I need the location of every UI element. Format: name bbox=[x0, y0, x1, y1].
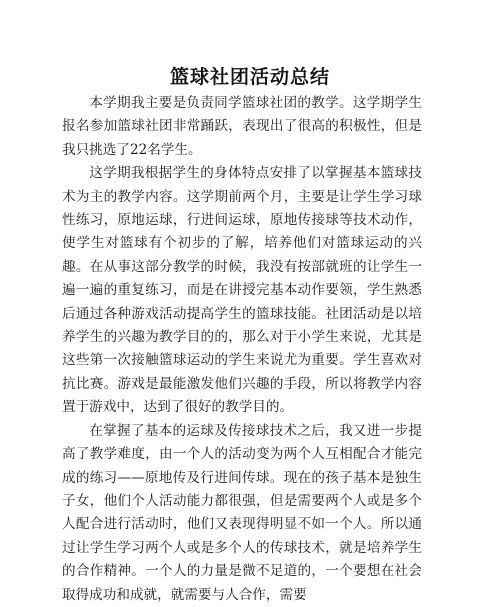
paragraph-2: 这学期我根据学生的身体特点安排了以掌握基本篮球技术为主的教学内容。这学期前两个月，主要是让学生学习球性练习，原地运球，行进间运球，原地传接球等技术动作，使学生对篮球有个初步的了解，培养他们对篮球运动的兴趣。在从事这部分教学的时候，我没有按部就班的让学生一遍一遍的重复练习，而是在讲授完基本动作要领，学生熟悉后通过各种游戏活动提高学生的篮球技能。社团活动是以培养学生的兴趣为教学目的的，那么对于小学生来说，尤其是这些第一次接触篮球运动的学生来说尤为重要。学生喜欢对抗比赛。游戏是最能激发他们兴趣的手段，所以将教学内容置于游戏中，达到了很好的教学目的。 bbox=[62, 165, 422, 416]
paragraph-3: 在掌握了基本的运球及传接球技术之后，我又进一步提高了教学难度，由一个人的活动变为两个人互相配合才能完成的练习——原地传及行进间传球。现在的孩子基本是独生子女，他们个人活动能力都很强，但是需要两个人或是多个人配合进行活动时，他们又表现得明显不如一个人。所以通过让学生学习两个人或是多个人的传球技术，就是培养学生的合作精神。一个人的力量是微不足道的，一个要想在社会取得成功和成就，就需要与人合作，需要 bbox=[62, 422, 422, 603]
document-title: 篮球社团活动总结 bbox=[169, 66, 330, 88]
paragraph-1: 本学期我主要是负责同学篮球社团的教学。这学期学生报名参加篮球社团非常踊跃，表现出了很高的积极性，但是我只挑选了22名学生。 bbox=[62, 95, 422, 158]
document-body bbox=[62, 92, 422, 607]
